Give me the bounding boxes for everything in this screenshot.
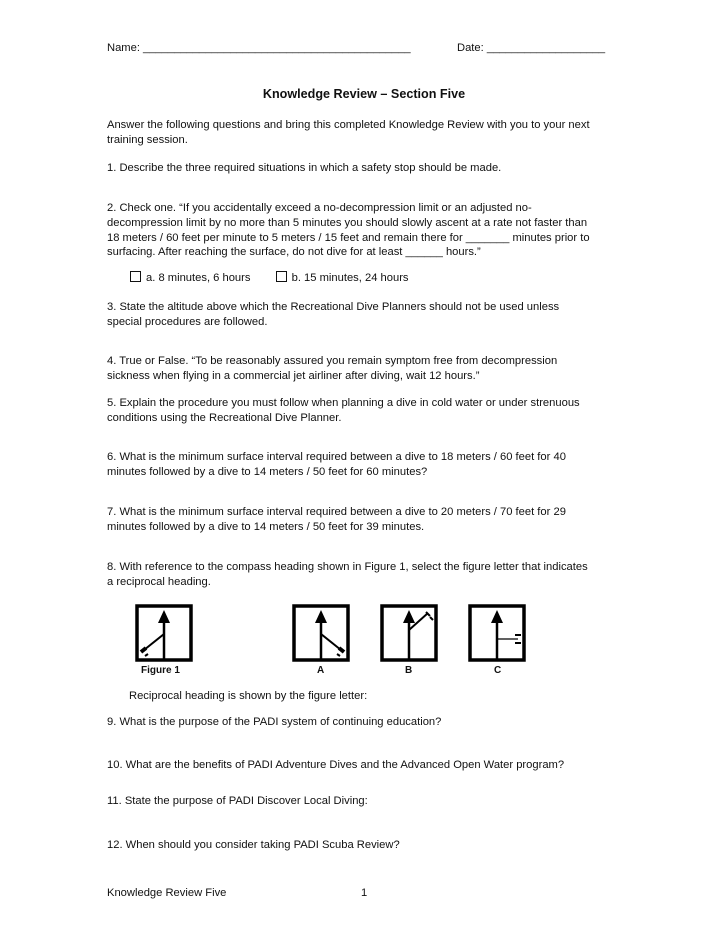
compass-figure-a (292, 604, 350, 662)
question-2 (107, 201, 590, 260)
question-line: minutes followed by a dive to 14 meters / 50 feet for 39 minutes. (107, 520, 425, 533)
option-a[interactable] (130, 272, 250, 284)
question-4 (107, 354, 557, 384)
question-3 (107, 300, 559, 330)
question-line: a reciprocal heading. (107, 575, 211, 588)
question-line: 2. Check one. “If you accidentally exceed a no-decompression limit or an adjusted no- (107, 202, 532, 214)
figure-label: A (317, 665, 325, 676)
question-line: 18 meters / 60 feet per minute to 5 meters / 15 feet and remain there for _______ minutes prior to (107, 231, 590, 244)
q2-options (130, 271, 409, 286)
name-field: Name: ___________________________________________ (107, 42, 411, 54)
question-line: special procedures are followed. (107, 315, 268, 328)
question-line: minutes followed by a dive to 14 meters / 50 feet for 60 minutes? (107, 465, 428, 478)
option-b[interactable] (276, 272, 409, 284)
question-line: 6. What is the minimum surface interval required between a dive to 18 meters / 60 feet for 40 (107, 451, 566, 463)
intro (107, 118, 590, 148)
figure-label: C (494, 665, 502, 676)
option-label: b. 15 minutes, 24 hours (291, 272, 409, 284)
page-number: 1 (361, 887, 368, 899)
option-label: a. 8 minutes, 6 hours (146, 272, 251, 284)
question-line: sickness when flying in a commercial jet airliner after diving, wait 12 hours.” (107, 369, 480, 382)
question-5 (107, 396, 580, 426)
question-line: 5. Explain the procedure you must follow when planning a dive in cold water or under strenuous (107, 397, 580, 409)
checkbox-icon[interactable] (276, 271, 287, 282)
question-line: 9. What is the purpose of the PADI system of continuing education? (107, 716, 442, 728)
question-12 (107, 838, 400, 853)
question-line: 12. When should you consider taking PADI Scuba Review? (107, 839, 400, 851)
question-1 (107, 161, 501, 176)
question-10 (107, 758, 564, 773)
question-line: surfacing. After reaching the surface, do not dive for at least ______ hours.” (107, 246, 481, 259)
intro-line: Answer the following questions and bring this completed Knowledge Review with you to your next (107, 119, 590, 131)
intro-line: training session. (107, 133, 188, 146)
question-line: 10. What are the benefits of PADI Adventure Dives and the Advanced Open Water program? (107, 759, 565, 771)
question-11 (107, 794, 368, 809)
question-9 (107, 715, 441, 730)
question-line: 8. With reference to the compass heading shown in Figure 1, select the figure letter that indicates (107, 561, 588, 573)
page-title: Knowledge Review – Section Five (262, 87, 466, 101)
figure-label: B (405, 665, 413, 676)
compass-figure-1 (135, 604, 193, 662)
date-field: Date: ___________________ (457, 42, 606, 54)
checkbox-icon[interactable] (130, 271, 141, 282)
question-line: 1. Describe the three required situations in which a safety stop should be made. (107, 162, 502, 174)
compass-figure-c (468, 604, 526, 662)
question-line: 3. State the altitude above which the Recreational Dive Planners should not be used unless (107, 301, 560, 313)
question-line: 11. State the purpose of PADI Discover Local Diving: (107, 795, 368, 807)
figure-label: Figure 1 (141, 665, 180, 676)
question-7 (107, 505, 566, 535)
question-8 (107, 560, 588, 590)
footer-title: Knowledge Review Five (107, 887, 227, 899)
compass-figure-b (380, 604, 438, 662)
question-line: conditions using the Recreational Dive Planner. (107, 411, 342, 424)
question-line: decompression limit by no more than 5 minutes you should slowly ascent at a rate not faster than (107, 216, 588, 229)
question-line: 7. What is the minimum surface interval required between a dive to 20 meters / 70 feet for 29 (107, 506, 566, 518)
question-line: 4. True or False. “To be reasonably assured you remain symptom free from decompression (107, 355, 558, 367)
reciprocal-answer-prompt: Reciprocal heading is shown by the figure letter: (129, 690, 368, 702)
question-6 (107, 450, 566, 480)
